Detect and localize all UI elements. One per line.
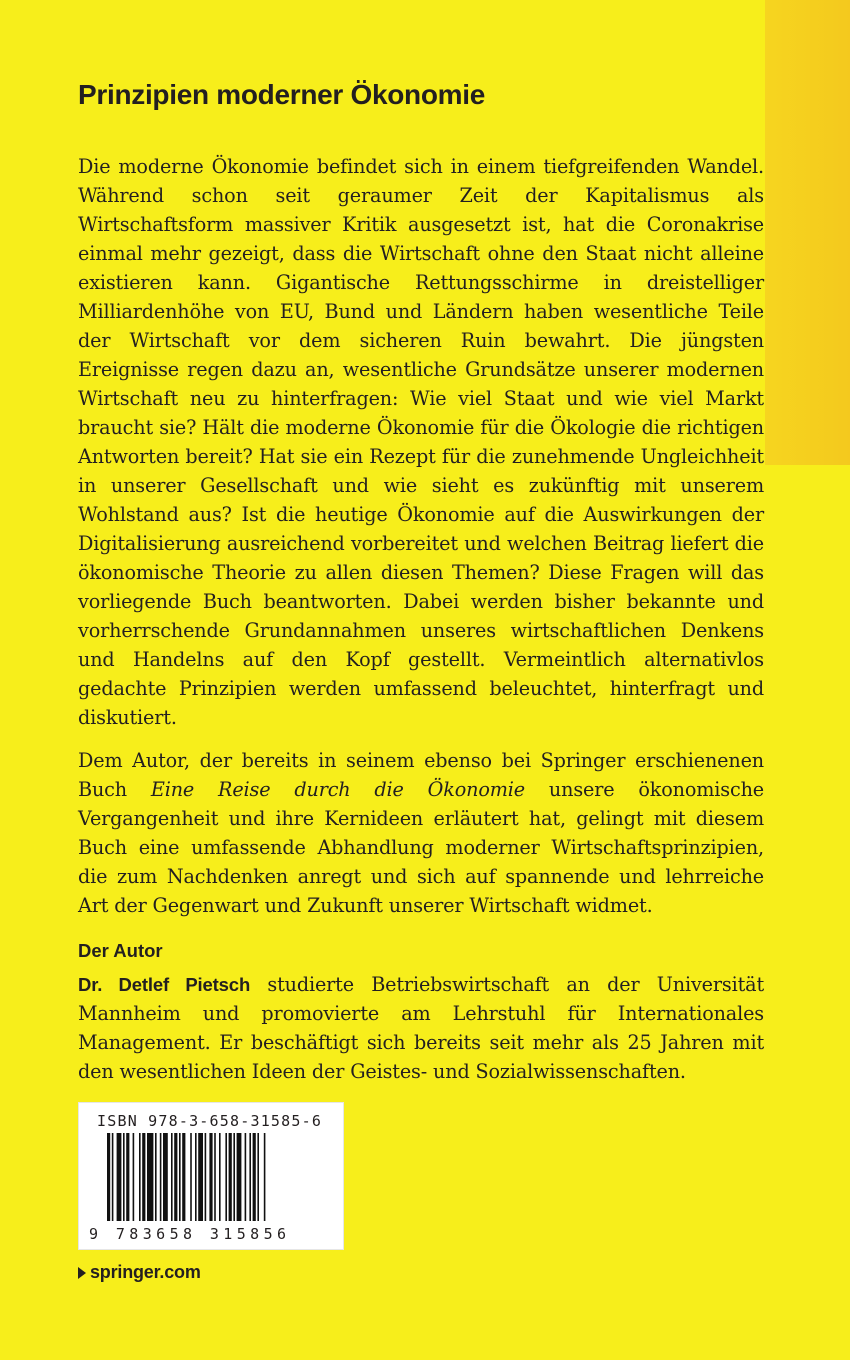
author-name: Dr. Detlef Pietsch [78,974,251,995]
paragraph-2-text-end: unsere ökonomische Vergangenheit und ihre Kernideen erläutert hat, gelingt mit diesem Buch eine umfassende Abhandlung moderner Wirtschaftsprinzipien, die zum Nachdenken anregt und sich auf spannende und lehrreiche Art der Gegenwart und Zukunft unserer Wirtschaft widmet. [78,778,764,917]
spine-color-band [765,0,850,465]
ean-digits: 9 783658 315856 [89,1225,291,1243]
author-bio-text: studierte Betriebswirtschaft an der Universität Mannheim und promovierte am Lehrstuhl für Internationales Management. Er beschäftigt sich bereits seit mehr als 25 Jahren mit den wesentlichen Ideen der Geistes- und Sozialwissenschaften. [78,973,765,1083]
author-bio [78,970,764,1086]
book-title: Prinzipien moderner Ökonomie [78,79,486,110]
arrow-right-icon [78,1267,86,1279]
publisher-website-link[interactable] [78,1262,201,1283]
publisher-website-text: springer.com [90,1262,201,1282]
description-paragraph-2 [78,746,764,920]
referenced-book-title: Eine Reise durch die Ökonomie [150,778,525,801]
isbn-label: ISBN 978-3-658-31585-6 [97,1112,323,1130]
back-cover-text [78,78,764,1100]
barcode-icon [107,1133,319,1221]
author-heading: Der Autor [78,940,163,961]
isbn-barcode-box [78,1102,344,1250]
description-paragraph-1: Die moderne Ökonomie befindet sich in einem tiefgreifenden Wandel. Während schon seit geraumer Zeit der Kapitalismus als Wirtschaftsform massiver Kritik ausgesetzt ist, hat die Coronakrise einmal mehr gezeigt, dass die Wirtschaft ohne den Staat nicht alleine existieren kann. Gigantische Rettungsschirme in dreistelliger Milliardenhöhe von EU, Bund und Ländern haben wesentliche Teile der Wirtschaft vor dem sicheren Ruin bewahrt. Die jüngsten Ereignisse regen dazu an, wesentliche Grundsätze unserer modernen Wirtschaft neu zu hinterfragen: Wie viel Staat und wie viel Markt braucht sie? Hält die moderne Ökonomie für die Ökologie die richtigen Antworten bereit? Hat sie ein Rezept für die zunehmende Ungleichheit in unserer Gesellschaft und wie sieht es zukünftig mit unserem Wohlstand aus? Ist die heutige Ökonomie auf die Auswirkungen der Digitalisierung ausreichend vorbereitet und welchen Beitrag liefert die ökonomische Theorie zu allen diesen Themen? Diese Fragen will das vorliegende Buch beantworten. Dabei werden bisher bekannte und vorherrschende Grundannahmen unseres wirtschaftlichen Denkens und Handelns auf den Kopf gestellt. Vermeintlich alternativlos gedachte Prinzipien werden umfassend beleuchtet, hinterfragt und diskutiert. [78,155,764,729]
paragraph-2-text-start: Dem Autor, der bereits in seinem ebenso bei Springer erschienenen Buch [78,749,764,801]
